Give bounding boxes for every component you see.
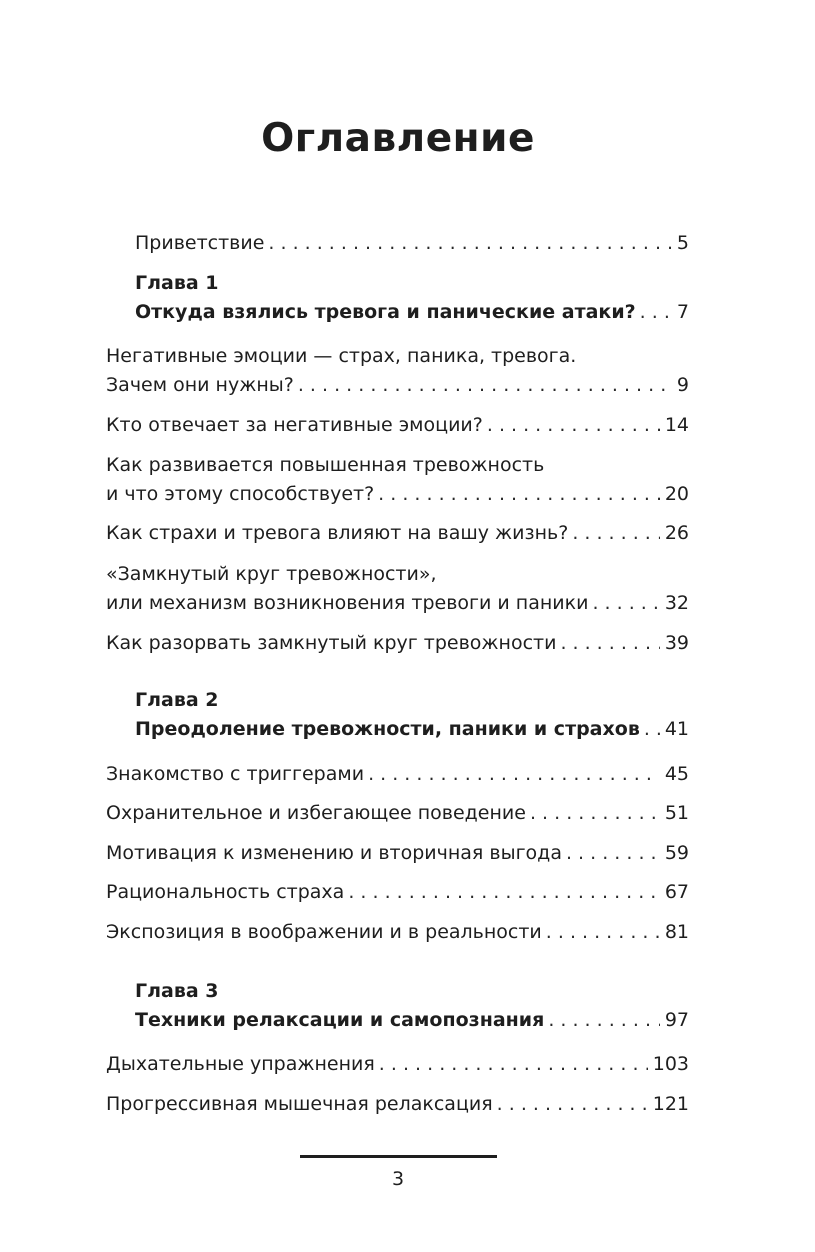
toc-entry-text: Как страхи и тревога влияют на вашу жизнь? xyxy=(106,522,569,544)
toc-entry-chapter-1[interactable] xyxy=(135,299,689,325)
page-number: 3 xyxy=(391,1168,405,1190)
dot-leader xyxy=(348,879,659,905)
toc-page-number: 51 xyxy=(664,802,689,824)
toc-entry-greeting[interactable] xyxy=(135,230,689,256)
dot-leader xyxy=(497,1091,648,1117)
dot-leader xyxy=(640,299,672,325)
toc-entry[interactable] xyxy=(106,481,689,507)
chapter-3-label: Глава 3 xyxy=(135,980,219,1002)
toc-entry-chapter-2[interactable] xyxy=(135,716,689,742)
toc-entry-text: Экспозиция в воображении и в реальности xyxy=(106,921,542,943)
dot-leader xyxy=(530,800,660,826)
toc-entry[interactable] xyxy=(106,1051,689,1077)
toc-entry[interactable] xyxy=(106,630,689,656)
toc-entry-text: Как разорвать замкнутый круг тревожности xyxy=(106,632,557,654)
toc-entry[interactable] xyxy=(106,840,689,866)
dot-leader xyxy=(379,1051,648,1077)
toc-page-number: 9 xyxy=(676,374,689,396)
toc-page-number: 67 xyxy=(664,881,689,903)
toc-page-number: 26 xyxy=(664,522,689,544)
toc-entry-line: Негативные эмоции — страх, паника, тревога. xyxy=(106,345,577,367)
toc-entry-text: Кто отвечает за негативные эмоции? xyxy=(106,414,483,436)
toc-entry-text: или механизм возникновения тревоги и паники xyxy=(106,592,589,614)
toc-entry-text: Откуда взялись тревога и панические атаки? xyxy=(135,301,636,323)
toc-entry[interactable] xyxy=(106,800,689,826)
chapter-1-label: Глава 1 xyxy=(135,272,219,294)
toc-page-number: 103 xyxy=(652,1053,689,1075)
toc-page-number: 39 xyxy=(664,632,689,654)
toc-entry-text: Преодоление тревожности, паники и страхов xyxy=(135,718,640,740)
toc-entry-text: Зачем они нужны? xyxy=(106,374,294,396)
toc-page-number: 45 xyxy=(664,763,689,785)
toc-page-number: 59 xyxy=(664,842,689,864)
dot-leader xyxy=(298,372,672,398)
dot-leader xyxy=(378,481,660,507)
toc-entry-line: Как развивается повышенная тревожность xyxy=(106,454,545,476)
dot-leader xyxy=(268,230,672,256)
chapter-2-label: Глава 2 xyxy=(135,689,219,711)
toc-entry-text: Рациональность страха xyxy=(106,881,345,903)
dot-leader xyxy=(644,716,660,742)
toc-page-number: 7 xyxy=(676,301,689,323)
toc-entry-text: Техники релаксации и самопознания xyxy=(135,1009,545,1031)
dot-leader xyxy=(560,630,659,656)
toc-page-number: 41 xyxy=(664,718,689,740)
toc-page-number: 20 xyxy=(664,483,689,505)
toc-entry[interactable] xyxy=(106,520,689,546)
dot-leader xyxy=(546,919,660,945)
toc-entry[interactable] xyxy=(106,1091,689,1117)
page-title: Оглавление xyxy=(261,116,535,161)
toc-entry-text: Дыхательные упражнения xyxy=(106,1053,375,1075)
toc-page-number: 14 xyxy=(664,414,689,436)
toc-entry[interactable] xyxy=(106,372,689,398)
dot-leader xyxy=(368,761,660,787)
toc-entry-chapter-3[interactable] xyxy=(135,1007,689,1033)
dot-leader xyxy=(592,590,659,616)
toc-entry-text: и что этому способствует? xyxy=(106,483,375,505)
toc-entry[interactable] xyxy=(106,919,689,945)
toc-page-number: 5 xyxy=(676,232,689,254)
toc-entry[interactable] xyxy=(106,761,689,787)
toc-entry-text: Знакомство с триггерами xyxy=(106,763,365,785)
toc-entry[interactable] xyxy=(106,412,689,438)
dot-leader xyxy=(572,520,660,546)
footer-rule xyxy=(300,1155,497,1158)
toc-page-number: 32 xyxy=(664,592,689,614)
toc-page-number: 81 xyxy=(664,921,689,943)
dot-leader xyxy=(487,412,660,438)
toc-entry-text: Мотивация к изменению и вторичная выгода xyxy=(106,842,562,864)
toc-entry[interactable] xyxy=(106,879,689,905)
toc-entry[interactable] xyxy=(106,590,689,616)
toc-page-number: 121 xyxy=(652,1093,689,1115)
toc-entry-line: «Замкнутый круг тревожности», xyxy=(106,563,437,585)
toc-entry-text: Приветствие xyxy=(135,232,265,254)
toc-entry-text: Прогрессивная мышечная релаксация xyxy=(106,1093,493,1115)
toc-entry-text: Охранительное и избегающее поведение xyxy=(106,802,526,824)
toc-page-number: 97 xyxy=(664,1009,689,1031)
dot-leader xyxy=(566,840,660,866)
dot-leader xyxy=(548,1007,660,1033)
